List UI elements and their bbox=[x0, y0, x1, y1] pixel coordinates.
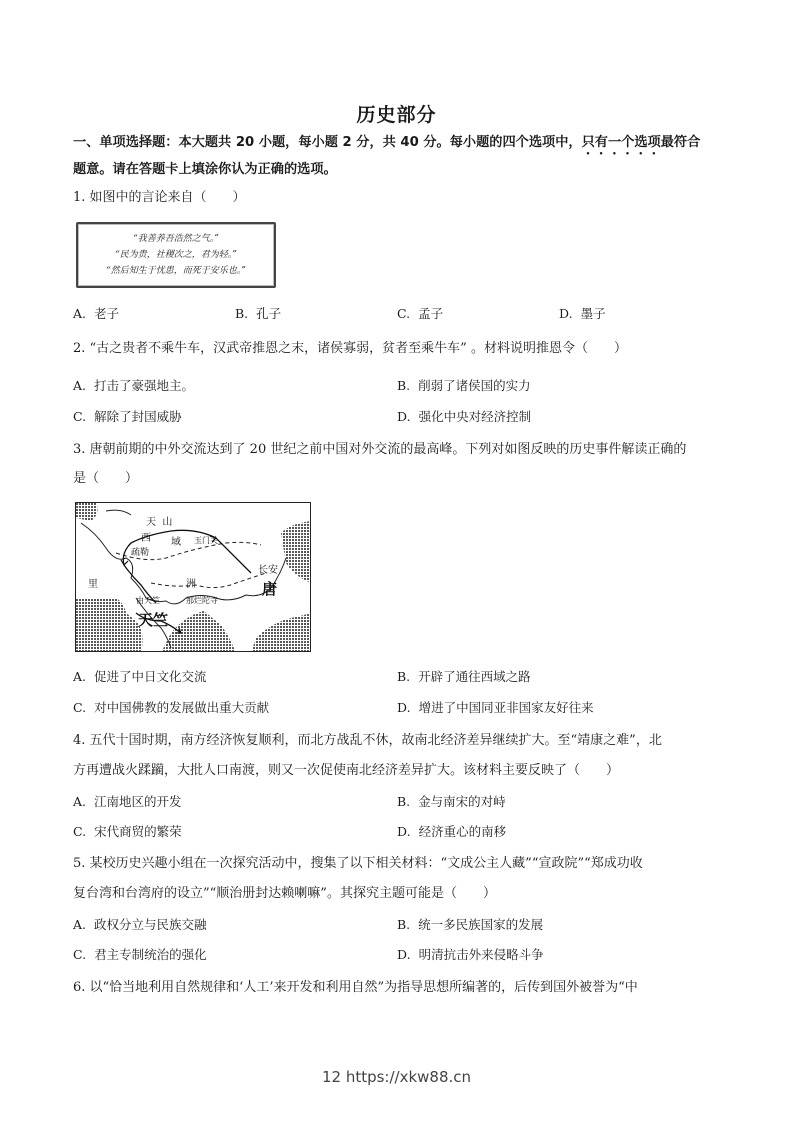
map-label-yu: 域 bbox=[171, 537, 181, 548]
question-4-option-b: B. 金与南宋的对峙 bbox=[397, 794, 506, 809]
quote-line: “我善养吾浩然之气。” bbox=[133, 234, 219, 244]
question-2-stem: 2. “古之贵者不乘牛车，汉武帝推恩之末，诸侯寡弱，贫者至乘牛车” 。材料说明推恩令（ ） bbox=[73, 341, 627, 356]
map-label-shule: 疏勒 bbox=[131, 548, 150, 558]
question-1-stem: 1. 如图中的言论来自（ ） bbox=[73, 190, 246, 205]
question-5-option-a: A. 政权分立与民族交融 bbox=[73, 917, 207, 932]
question-4-option-c: C. 宋代商贸的繁荣 bbox=[73, 824, 182, 839]
question-3-option-a: A. 促进了中日文化交流 bbox=[73, 669, 207, 684]
question-1-quote-image bbox=[76, 222, 276, 288]
map-label-tang: 唐 bbox=[262, 580, 278, 598]
page-footer: 12 https://xkw88.cn bbox=[321, 1068, 472, 1086]
question-3-option-b: B. 开辟了通往西域之路 bbox=[397, 669, 531, 684]
map-label-tianzhu: 天竺 bbox=[138, 611, 169, 629]
quote-line: “民为贵，社稷次之，君为轻。” bbox=[115, 250, 237, 260]
map-label-youtianzhu: 由天竺 bbox=[136, 596, 160, 605]
question-1-option-c: C. 孟子 bbox=[397, 306, 444, 321]
emphasized-text: 只有一个选项 bbox=[581, 135, 661, 150]
question-1-option-a: A. 老子 bbox=[73, 306, 120, 321]
question-3-option-c: C. 对中国佛教的发展做出重大贡献 bbox=[73, 700, 270, 715]
question-5-stem-line2: 复台湾和台湾府的设立”“顺治册封达赖喇嘛”。其探究主题可能是（ ） bbox=[73, 886, 496, 901]
map-label-yumenguan: 玉门关 bbox=[194, 536, 218, 545]
question-3-stem-line2: 是（ ） bbox=[73, 471, 139, 486]
question-5-option-d: D. 明清抗击外来侵略斗争 bbox=[397, 947, 544, 962]
question-1-option-d: D. 墨子 bbox=[559, 306, 606, 321]
question-2-option-a: A. 打击了豪强地主。 bbox=[73, 378, 195, 393]
question-5-option-b: B. 统一多民族国家的发展 bbox=[397, 917, 544, 932]
question-2-option-c: C. 解除了封国威胁 bbox=[73, 409, 182, 424]
section-instructions-line1: 一、单项选择题：本大题共 20 小题，每小题 2 分，共 40 分。每小题的四个选项中，只有一个选项最符合 bbox=[73, 135, 701, 150]
question-4-option-d: D. 经济重心的南移 bbox=[397, 824, 507, 839]
question-3-option-d: D. 增进了中国同亚非国家友好往来 bbox=[397, 700, 594, 715]
map-label-xi: 西 bbox=[141, 533, 151, 544]
quote-line: “然后知生于忧患，而死于安乐也。” bbox=[106, 266, 246, 276]
question-6-stem-line1: 6. 以“恰当地利用自然规律和‘人工’来开发和利用自然”为指导思想所编著的，后传到国外被誉为“中 bbox=[73, 980, 638, 995]
map-label-tianshan: 天 山 bbox=[146, 517, 173, 528]
page-title: 历史部分 bbox=[356, 104, 437, 126]
question-3-stem-line1: 3. 唐朝前期的中外交流达到了 20 世纪之前中国对外交流的最高峰。下列对如图反映的历史事件解读正确的 bbox=[73, 442, 687, 457]
question-3-map bbox=[75, 502, 311, 652]
map-label-li: 里 bbox=[88, 579, 98, 590]
map-label-zhou: 洲 bbox=[186, 579, 196, 590]
question-5-stem-line1: 5. 某校历史兴趣小组在一次探究活动中，搜集了以下相关材料：“文成公主人藏”“宣政院”“郑成功收 bbox=[73, 856, 643, 871]
question-2-option-b: B. 削弱了诸侯国的实力 bbox=[397, 378, 531, 393]
question-2-option-d: D. 强化中央对经济控制 bbox=[397, 409, 532, 424]
section-instructions-line2: 题意。请在答题卡上填涂你认为正确的选项。 bbox=[73, 162, 337, 177]
question-4-option-a: A. 江南地区的开发 bbox=[73, 794, 182, 809]
question-5-option-c: C. 君主专制统治的强化 bbox=[73, 947, 207, 962]
map-label-changan: 长安 bbox=[258, 565, 278, 576]
question-1-option-b: B. 孔子 bbox=[235, 306, 282, 321]
question-4-stem-line1: 4. 五代十国时期，南方经济恢复顺利，而北方战乱不休，故南北经济差异继续扩大。至“靖康之难”，北 bbox=[73, 733, 662, 748]
question-4-stem-line2: 方再遭战火蹂躏，大批人口南渡，则又一次促使南北经济差异扩大。该材料主要反映了（ ） bbox=[73, 763, 620, 778]
map-label-nalantuo: 那烂陀寺 bbox=[186, 596, 218, 605]
